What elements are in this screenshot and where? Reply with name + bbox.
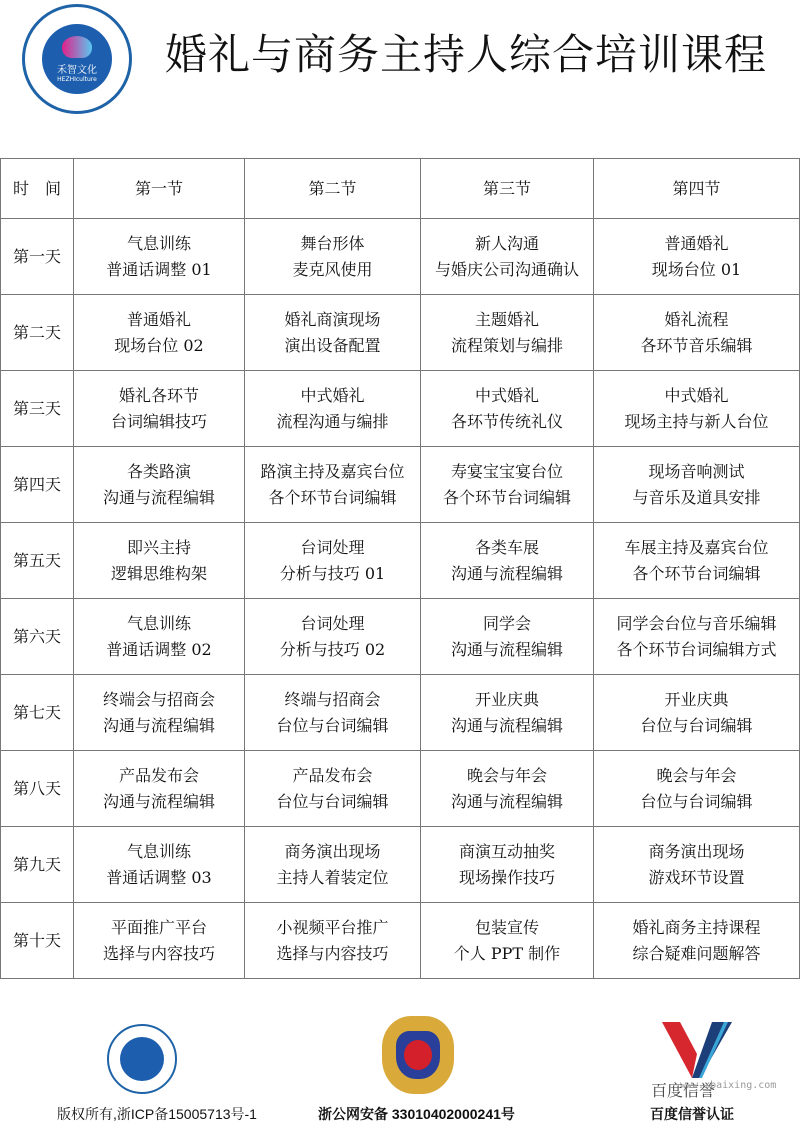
session-line: 与音乐及道具安排 xyxy=(632,487,761,507)
session-line: 沟通与流程编辑 xyxy=(450,639,563,659)
session-cell xyxy=(74,295,245,371)
session-line: 路演主持及嘉宾台位 xyxy=(260,461,405,481)
session-line: 分析与技巧 01 xyxy=(279,563,386,583)
day-label: 第三天 xyxy=(1,371,74,447)
session-line: 新人沟通 xyxy=(474,233,539,253)
session-line: 各环节音乐编辑 xyxy=(640,335,753,355)
police-record-text: 浙公网安备 33010402000241号 xyxy=(318,1106,515,1122)
session-line: 气息训练 xyxy=(126,233,191,253)
session-cell xyxy=(421,371,594,447)
session-line: 台词处理 xyxy=(300,613,365,633)
day-label: 第八天 xyxy=(1,751,74,827)
session-line: 普通婚礼 xyxy=(664,233,729,253)
session-line: 流程沟通与编排 xyxy=(276,411,389,431)
table-row xyxy=(1,523,800,599)
session-cell xyxy=(594,295,800,371)
session-cell xyxy=(245,827,421,903)
session-line: 沟通与流程编辑 xyxy=(450,791,563,811)
session-line: 晚会与年会 xyxy=(656,765,737,785)
session-cell xyxy=(74,371,245,447)
day-label: 第四天 xyxy=(1,447,74,523)
session-line: 个人 PPT 制作 xyxy=(453,943,561,963)
session-cell xyxy=(421,903,594,979)
session-line: 婚礼各环节 xyxy=(118,385,199,405)
day-label: 第五天 xyxy=(1,523,74,599)
session-cell xyxy=(594,371,800,447)
session-line: 气息训练 xyxy=(126,613,191,633)
column-header: 第一节 xyxy=(74,159,245,219)
session-line: 选择与内容技巧 xyxy=(102,943,215,963)
session-cell xyxy=(74,827,245,903)
table-row xyxy=(1,295,800,371)
session-cell xyxy=(245,295,421,371)
session-line: 小视频平台推广 xyxy=(276,917,389,937)
session-line: 现场操作技巧 xyxy=(458,867,555,887)
session-line: 流程策划与编排 xyxy=(450,335,563,355)
baidu-logo-text: 百度信誉 xyxy=(651,1083,716,1100)
session-cell xyxy=(594,827,800,903)
session-line: 主题婚礼 xyxy=(474,309,539,329)
table-row xyxy=(1,675,800,751)
session-line: 沟通与流程编辑 xyxy=(450,563,563,583)
session-line: 产品发布会 xyxy=(292,765,373,785)
day-label: 第一天 xyxy=(1,219,74,295)
session-line: 各个环节台词编辑方式 xyxy=(616,639,777,659)
session-line: 晚会与年会 xyxy=(466,765,547,785)
session-line: 终端与招商会 xyxy=(284,689,381,709)
table-row xyxy=(1,827,800,903)
session-line: 婚礼商演现场 xyxy=(284,309,381,329)
session-cell xyxy=(594,675,800,751)
day-label: 第九天 xyxy=(1,827,74,903)
session-line: 逻辑思维构架 xyxy=(110,563,207,583)
course-schedule-table xyxy=(0,158,800,979)
baidu-credit-text: 百度信誉认证 xyxy=(650,1106,734,1122)
column-header: 第四节 xyxy=(594,159,800,219)
session-line: 现场音响测试 xyxy=(648,461,745,481)
session-line: 各个环节台词编辑 xyxy=(268,487,397,507)
session-cell xyxy=(594,903,800,979)
session-line: 现场主持与新人台位 xyxy=(624,411,769,431)
session-cell xyxy=(74,599,245,675)
session-cell xyxy=(421,751,594,827)
session-cell xyxy=(245,751,421,827)
session-line: 舞台形体 xyxy=(300,233,365,253)
session-cell xyxy=(421,219,594,295)
police-emblem-icon xyxy=(382,1016,454,1094)
session-line: 开业庆典 xyxy=(474,689,539,709)
session-line: 普通话调整 01 xyxy=(106,259,212,279)
icp-text: 版权所有,浙ICP备15005713号-1 xyxy=(57,1106,257,1122)
session-line: 台位与台词编辑 xyxy=(640,791,753,811)
session-line: 沟通与流程编辑 xyxy=(450,715,563,735)
table-row xyxy=(1,751,800,827)
column-header: 时 间 xyxy=(1,159,74,219)
session-cell xyxy=(245,219,421,295)
session-line: 开业庆典 xyxy=(664,689,729,709)
company-logo xyxy=(22,4,132,114)
session-line: 现场台位 02 xyxy=(114,335,204,355)
table-row xyxy=(1,219,800,295)
session-line: 台词编辑技巧 xyxy=(110,411,207,431)
session-line: 平面推广平台 xyxy=(110,917,207,937)
session-line: 同学会 xyxy=(482,613,531,633)
session-line: 主持人着装定位 xyxy=(276,867,389,887)
table-row xyxy=(1,903,800,979)
session-line: 各环节传统礼仪 xyxy=(450,411,563,431)
session-line: 各个环节台词编辑 xyxy=(632,563,761,583)
session-cell xyxy=(245,903,421,979)
column-header: 第三节 xyxy=(421,159,594,219)
session-line: 选择与内容技巧 xyxy=(276,943,389,963)
table-row xyxy=(1,447,800,523)
session-line: 普通婚礼 xyxy=(126,309,191,329)
session-cell xyxy=(74,219,245,295)
session-line: 沟通与流程编辑 xyxy=(102,715,215,735)
session-cell xyxy=(594,751,800,827)
session-line: 台位与台词编辑 xyxy=(276,791,389,811)
session-line: 婚礼流程 xyxy=(664,309,729,329)
session-line: 寿宴宝宝宴台位 xyxy=(450,461,563,481)
session-cell xyxy=(421,675,594,751)
session-line: 商演互动抽奖 xyxy=(458,841,555,861)
session-cell xyxy=(245,599,421,675)
session-cell xyxy=(74,903,245,979)
session-line: 现场台位 01 xyxy=(651,259,742,279)
session-line: 产品发布会 xyxy=(118,765,199,785)
session-line: 分析与技巧 02 xyxy=(279,639,386,659)
watermark: www.xbaixing.com xyxy=(680,1080,777,1091)
session-line: 中式婚礼 xyxy=(664,385,729,405)
footer-company-logo xyxy=(107,1024,177,1094)
day-label: 第六天 xyxy=(1,599,74,675)
session-line: 各类车展 xyxy=(474,537,539,557)
session-cell xyxy=(245,523,421,599)
day-label: 第二天 xyxy=(1,295,74,371)
session-line: 各个环节台词编辑 xyxy=(442,487,571,507)
session-line: 与婚庆公司沟通确认 xyxy=(434,259,579,279)
session-line: 商务演出现场 xyxy=(284,841,381,861)
logo-brand-en: HEZHIculture xyxy=(57,75,97,83)
session-line: 普通话调整 03 xyxy=(106,867,212,887)
logo-brand: 禾智文化 xyxy=(57,64,97,76)
table-row xyxy=(1,599,800,675)
table-header-row xyxy=(1,159,800,219)
session-line: 台词处理 xyxy=(300,537,365,557)
session-line: 婚礼商务主持课程 xyxy=(632,917,761,937)
session-line: 气息训练 xyxy=(126,841,191,861)
session-line: 即兴主持 xyxy=(126,537,191,557)
session-line: 沟通与流程编辑 xyxy=(102,487,215,507)
session-line: 商务演出现场 xyxy=(648,841,745,861)
day-label: 第七天 xyxy=(1,675,74,751)
session-cell xyxy=(421,295,594,371)
session-line: 沟通与流程编辑 xyxy=(102,791,215,811)
session-cell xyxy=(594,219,800,295)
session-cell xyxy=(594,599,800,675)
session-line: 包装宣传 xyxy=(474,917,539,937)
session-cell xyxy=(594,523,800,599)
session-line: 普通话调整 02 xyxy=(106,639,212,659)
session-cell xyxy=(594,447,800,523)
column-header: 第二节 xyxy=(245,159,421,219)
session-line: 台位与台词编辑 xyxy=(640,715,753,735)
session-cell xyxy=(421,523,594,599)
session-line: 同学会台位与音乐编辑 xyxy=(616,613,777,633)
day-label: 第十天 xyxy=(1,903,74,979)
session-line: 中式婚礼 xyxy=(474,385,539,405)
session-cell xyxy=(74,523,245,599)
session-cell xyxy=(421,599,594,675)
session-line: 演出设备配置 xyxy=(284,335,381,355)
session-line: 麦克风使用 xyxy=(292,259,373,279)
baidu-credibility-logo xyxy=(662,1022,732,1078)
session-cell xyxy=(245,447,421,523)
session-line: 中式婚礼 xyxy=(300,385,365,405)
table-row xyxy=(1,371,800,447)
session-line: 终端会与招商会 xyxy=(102,689,215,709)
page-title: 婚礼与商务主持人综合培训课程 xyxy=(165,30,768,79)
session-cell xyxy=(74,675,245,751)
session-line: 台位与台词编辑 xyxy=(276,715,389,735)
session-cell xyxy=(74,447,245,523)
session-cell xyxy=(421,827,594,903)
session-cell xyxy=(245,371,421,447)
session-line: 游戏环节设置 xyxy=(648,867,745,887)
session-cell xyxy=(245,675,421,751)
session-cell xyxy=(421,447,594,523)
session-cell xyxy=(74,751,245,827)
session-line: 综合疑难问题解答 xyxy=(632,943,761,963)
session-line: 各类路演 xyxy=(126,461,191,481)
session-line: 车展主持及嘉宾台位 xyxy=(624,537,769,557)
